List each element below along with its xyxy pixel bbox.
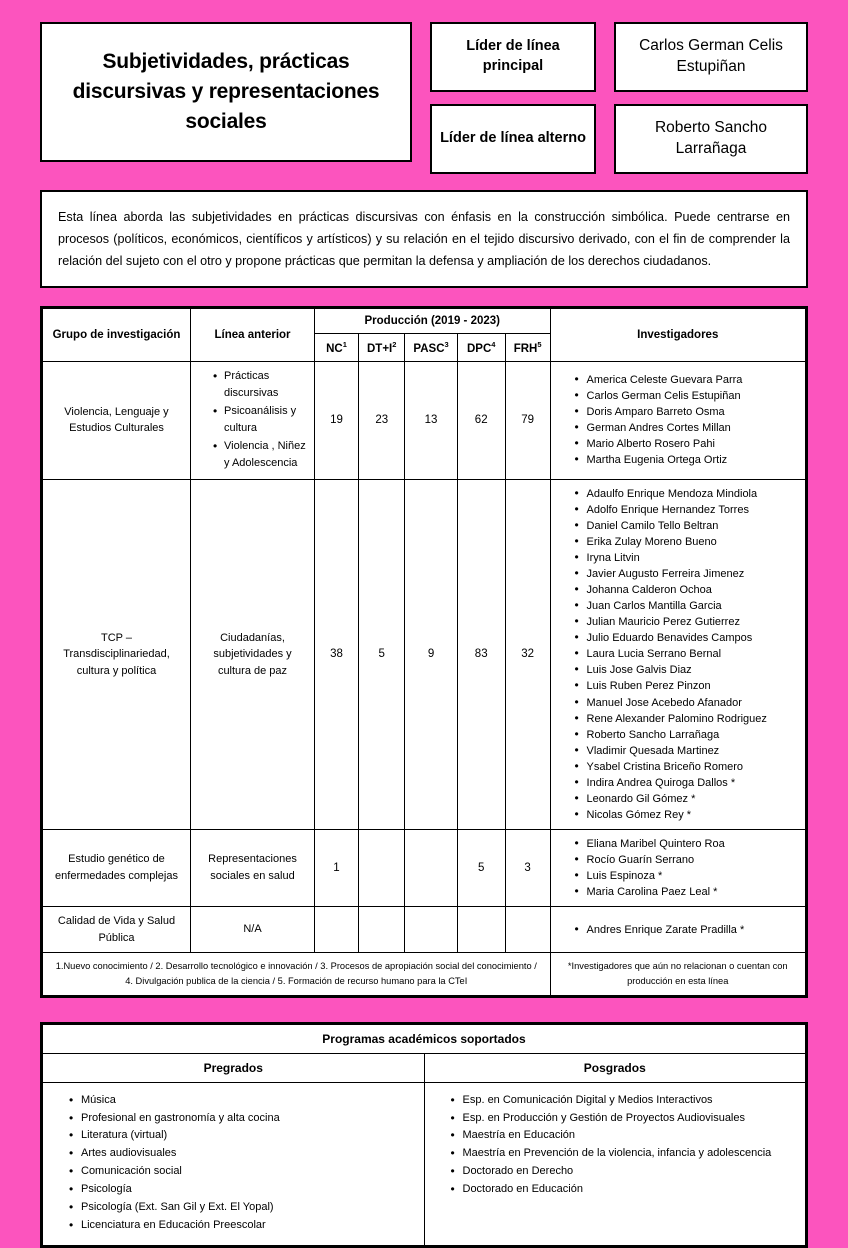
list-item: • Luis Jose Galvis Diaz: [575, 662, 797, 678]
row-dti: 23: [359, 361, 405, 479]
row-dpc: 5: [457, 829, 505, 906]
list-item: • Andres Enrique Zarate Pradilla *: [575, 922, 797, 938]
programs-pregrados-label: Pregrados: [43, 1053, 425, 1082]
list-item: • Julio Eduardo Benavides Campos: [575, 630, 797, 646]
row-dti: [359, 829, 405, 906]
list-item: • Manuel Jose Acebedo Afanador: [575, 695, 797, 711]
leader-main-name: Carlos German Celis Estupiñan: [614, 22, 808, 92]
row-frh: [505, 907, 550, 953]
list-item: • Julian Mauricio Perez Gutierrez: [575, 614, 797, 630]
footnote-left: 1.Nuevo conocimiento / 2. Desarrollo tecnológico e innovación / 3. Procesos de apropiación social del conocimiento / 4. Divulgación publica de la ciencia / 5. Formación de recurso humano para la CTeI: [43, 953, 551, 996]
col-header-dti: $DT+I^2$: [359, 333, 405, 361]
programs-posgrados-label: Posgrados: [424, 1053, 806, 1082]
leader-main-row: [430, 22, 808, 92]
list-item: • Iryna Litvin: [575, 550, 797, 566]
row-dpc: 83: [457, 479, 505, 829]
list-item: • Maestría en Educación: [451, 1127, 794, 1145]
programs-posgrados-list: [424, 1082, 806, 1246]
list-item: • Violencia , Niñez y Adolescencia: [213, 438, 306, 472]
list-item: • Música: [69, 1092, 412, 1110]
list-item: • Martha Eugenia Ortega Ortiz: [575, 452, 797, 468]
list-item: • America Celeste Guevara Parra: [575, 372, 797, 388]
row-nc: [315, 907, 359, 953]
row-dpc: 62: [457, 361, 505, 479]
list-item: • Rocío Guarín Serrano: [575, 852, 797, 868]
row-pasc: 9: [405, 479, 457, 829]
list-item: • Daniel Camilo Tello Beltran: [575, 518, 797, 534]
row-group-name: Estudio genético de enfermedades complejas: [43, 829, 191, 906]
line-description: Esta línea aborda las subjetividades en prácticas discursivas con énfasis en la construcción simbólica. Puede centrarse en procesos (políticos, económicos, científicos y artísticos) y su relación en el tejido discursivo derivado, con el fin de comprender la relación del sujeto con el otro y propone prácticas que permitan la defensa y ampliación de los derechos ciudadanos.: [40, 190, 808, 288]
academic-programs-table: [40, 1022, 808, 1248]
col-header-production: Producción (2019 - 2023): [315, 308, 551, 333]
col-header-researchers: Investigadores: [550, 308, 805, 361]
list-item: • Johanna Calderon Ochoa: [575, 582, 797, 598]
row-frh: 79: [505, 361, 550, 479]
row-previous-line: [191, 361, 315, 479]
row-group-name: Calidad de Vida y Salud Pública: [43, 907, 191, 953]
table-row: [43, 361, 806, 479]
list-item: • Adaulfo Enrique Mendoza Mindiola: [575, 486, 797, 502]
table-row: [43, 829, 806, 906]
row-nc: 38: [315, 479, 359, 829]
table-footnote-row: [43, 953, 806, 996]
list-item: • Eliana Maribel Quintero Roa: [575, 836, 797, 852]
leaders-block: [430, 22, 808, 174]
list-item: • Leonardo Gil Gómez *: [575, 791, 797, 807]
list-item: • Javier Augusto Ferreira Jimenez: [575, 566, 797, 582]
footnote-right: *Investigadores que aún no relacionan o cuentan con producción en esta línea: [550, 953, 805, 996]
row-researchers: [550, 907, 805, 953]
row-pasc: [405, 907, 457, 953]
col-header-nc: $NC^1$: [315, 333, 359, 361]
list-item: • Luis Ruben Perez Pinzon: [575, 678, 797, 694]
table-row: [43, 907, 806, 953]
programs-title: Programas académicos soportados: [43, 1024, 806, 1053]
row-frh: 32: [505, 479, 550, 829]
row-dti: [359, 907, 405, 953]
list-item: • Maestría en Prevención de la violencia, infancia y adolescencia: [451, 1145, 794, 1163]
list-item: • Esp. en Comunicación Digital y Medios Interactivos: [451, 1092, 794, 1110]
row-previous-line: Ciudadanías, subjetividades y cultura de paz: [191, 479, 315, 829]
row-previous-line: N/A: [191, 907, 315, 953]
list-item: • German Andres Cortes Millan: [575, 420, 797, 436]
row-group-name: TCP – Transdisciplinariedad, cultura y política: [43, 479, 191, 829]
row-pasc: 13: [405, 361, 457, 479]
list-item: • Literatura (virtual): [69, 1127, 412, 1145]
row-group-name: Violencia, Lenguaje y Estudios Culturales: [43, 361, 191, 479]
leader-alt-label: Líder de línea alterno: [430, 104, 596, 174]
list-item: • Psicología (Ext. San Gil y Ext. El Yopal): [69, 1199, 412, 1217]
list-item: • Doctorado en Derecho: [451, 1163, 794, 1181]
list-item: • Maria Carolina Paez Leal *: [575, 884, 797, 900]
list-item: • Psicología: [69, 1181, 412, 1199]
row-researchers: [550, 479, 805, 829]
programs-pregrados-list: [43, 1082, 425, 1246]
col-header-frh: FRH$^5$: [505, 333, 550, 361]
list-item: • Juan Carlos Mantilla Garcia: [575, 598, 797, 614]
list-item: • Indira Andrea Quiroga Dallos *: [575, 775, 797, 791]
list-item: • Comunicación social: [69, 1163, 412, 1181]
list-item: • Roberto Sancho Larrañaga: [575, 727, 797, 743]
list-item: • Nicolas Gómez Rey *: [575, 807, 797, 823]
row-researchers: [550, 829, 805, 906]
list-item: • Erika Zulay Moreno Bueno: [575, 534, 797, 550]
list-item: • Rene Alexander Palomino Rodriguez: [575, 711, 797, 727]
line-title-box: [40, 22, 412, 162]
list-item: • Psicoanálisis y cultura: [213, 403, 306, 437]
list-item: • Prácticas discursivas: [213, 368, 306, 402]
row-pasc: [405, 829, 457, 906]
list-item: • Mario Alberto Rosero Pahi: [575, 436, 797, 452]
list-item: • Laura Lucia Serrano Bernal: [575, 646, 797, 662]
page-title: Subjetividades, prácticas discursivas y representaciones sociales: [72, 50, 380, 133]
list-item: • Esp. en Producción y Gestión de Proyectos Audiovisuales: [451, 1110, 794, 1128]
programs-content-row: [43, 1082, 806, 1246]
programs-title-row: [43, 1024, 806, 1053]
row-nc: 19: [315, 361, 359, 479]
col-header-pasc: PASC$^3$: [405, 333, 457, 361]
header: [40, 22, 808, 174]
list-item: • Licenciatura en Educación Preescolar: [69, 1217, 412, 1235]
table-row: [43, 479, 806, 829]
col-header-previous-line: Línea anterior: [191, 308, 315, 361]
row-frh: 3: [505, 829, 550, 906]
list-item: • Vladimir Quesada Martinez: [575, 743, 797, 759]
list-item: • Doris Amparo Barreto Osma: [575, 404, 797, 420]
leader-alt-name: Roberto Sancho Larrañaga: [614, 104, 808, 174]
list-item: • Artes audiovisuales: [69, 1145, 412, 1163]
row-researchers: [550, 361, 805, 479]
col-header-group: Grupo de investigación: [43, 308, 191, 361]
row-previous-line: Representaciones sociales en salud: [191, 829, 315, 906]
list-item: • Doctorado en Educación: [451, 1181, 794, 1199]
row-dti: 5: [359, 479, 405, 829]
table-header-row-1: [43, 308, 806, 333]
list-item: • Carlos German Celis Estupiñan: [575, 388, 797, 404]
list-item: • Luis Espinoza *: [575, 868, 797, 884]
row-nc: 1: [315, 829, 359, 906]
leader-main-label: Líder de línea principal: [430, 22, 596, 92]
programs-subheader-row: [43, 1053, 806, 1082]
list-item: • Adolfo Enrique Hernandez Torres: [575, 502, 797, 518]
row-dpc: [457, 907, 505, 953]
research-groups-table: [40, 306, 808, 998]
leader-alt-row: [430, 104, 808, 174]
list-item: • Profesional en gastronomía y alta cocina: [69, 1110, 412, 1128]
col-header-dpc: DPC$^4$: [457, 333, 505, 361]
list-item: • Ysabel Cristina Briceño Romero: [575, 759, 797, 775]
